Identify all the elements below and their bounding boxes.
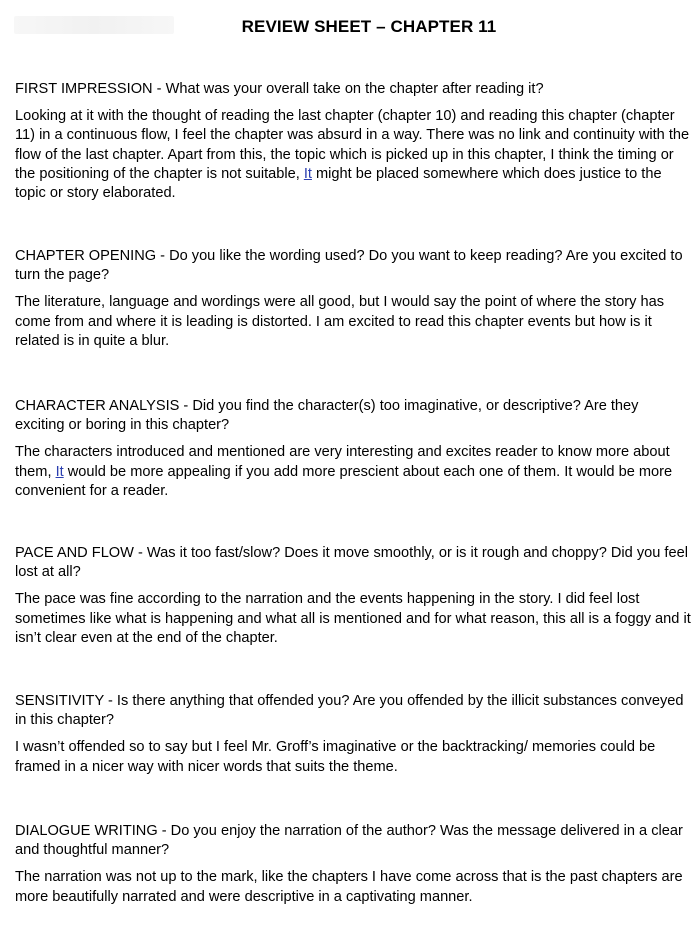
section-answer — [15, 293, 691, 351]
section-heading: CHAPTER OPENING — [15, 248, 157, 264]
section-question-text: - Do you like the wording used? Do you want to keep reading? Are you excited to turn the page? — [15, 248, 683, 284]
section-question — [15, 80, 691, 99]
section-question-text: - Did you find the character(s) too imaginative, or descriptive? Are they exciting or boring in this chapter? — [15, 398, 639, 434]
section-question-text: - What was your overall take on the chapter after reading it? — [152, 81, 544, 97]
section-heading: FIRST IMPRESSION — [15, 81, 153, 97]
section-answer — [15, 590, 691, 648]
answer-link-word[interactable]: It — [55, 463, 64, 480]
section-chapter-opening — [15, 247, 691, 351]
section-character-analysis — [15, 397, 691, 501]
section-pace-and-flow — [15, 544, 691, 648]
section-heading: DIALOGUE WRITING — [15, 823, 158, 839]
answer-text-continued: would be more appealing if you add more prescient about each one of them. It would be more convenient for a reader. — [15, 463, 673, 499]
section-heading: CHARACTER ANALYSIS — [15, 398, 180, 414]
answer-link-word[interactable]: It — [303, 165, 312, 182]
section-question — [15, 247, 691, 285]
answer-text: The literature, language and wordings were all good, but I would say the point of where the story has come from and where it is leading is distorted. I am excited to read this chapter events but how is it related is in quite a blur. — [15, 294, 665, 349]
section-heading: PACE AND FLOW — [15, 545, 134, 561]
section-dialogue-writing — [15, 822, 691, 907]
section-sensitivity — [15, 692, 691, 777]
section-question — [15, 692, 691, 730]
section-question — [15, 822, 691, 860]
answer-text: Looking at it with the thought of reading the last chapter (chapter 10) and reading this chapter (chapter 11) in a continuous flow, I feel the chapter was absurd in a way. There was no link and continuity with the flow of the last chapter. Apart from this, the topic which is picked up in this chapter, I think the timing or the positioning of the chapter is not suitable, — [15, 108, 690, 182]
section-answer — [15, 443, 691, 501]
answer-text: The characters introduced and mentioned are very interesting and excites reader to know more about them, — [15, 444, 670, 480]
section-question-text: - Is there anything that offended you? Are you offended by the illicit substances conveyed in this chapter? — [15, 693, 684, 729]
section-question-text: - Do you enjoy the narration of the author? Was the message delivered in a clear and thoughtful manner? — [15, 823, 683, 859]
section-answer — [15, 868, 691, 906]
section-answer — [15, 107, 691, 203]
section-question-text: - Was it too fast/slow? Does it move smoothly, or is it rough and choppy? Did you feel lost at all? — [15, 545, 688, 581]
section-heading: SENSITIVITY — [15, 693, 104, 709]
document-title: REVIEW SHEET – CHAPTER 11 — [241, 17, 497, 36]
answer-text: The narration was not up to the mark, like the chapters I have come across that is the past chapters are more beautifully narrated and were descriptive in a captivating manner. — [15, 869, 683, 905]
section-question — [15, 544, 691, 582]
section-first-impression — [15, 80, 691, 203]
answer-text: I wasn’t offended so to say but I feel Mr. Groff’s imaginative or the backtracking/ memories could be framed in a nicer way with nicer words that suits the theme. — [15, 739, 656, 775]
section-question — [15, 397, 691, 435]
section-answer — [15, 738, 691, 776]
answer-text-continued: might be placed somewhere which does justice to the topic or story elaborated. — [15, 165, 662, 202]
answer-text: The pace was fine according to the narration and the events happening in the story. I did feel lost sometimes like what is happening and what all is mentioned and for what reason, this all is a foggy and it isn’t clear even at the end of the chapter. — [15, 591, 691, 646]
